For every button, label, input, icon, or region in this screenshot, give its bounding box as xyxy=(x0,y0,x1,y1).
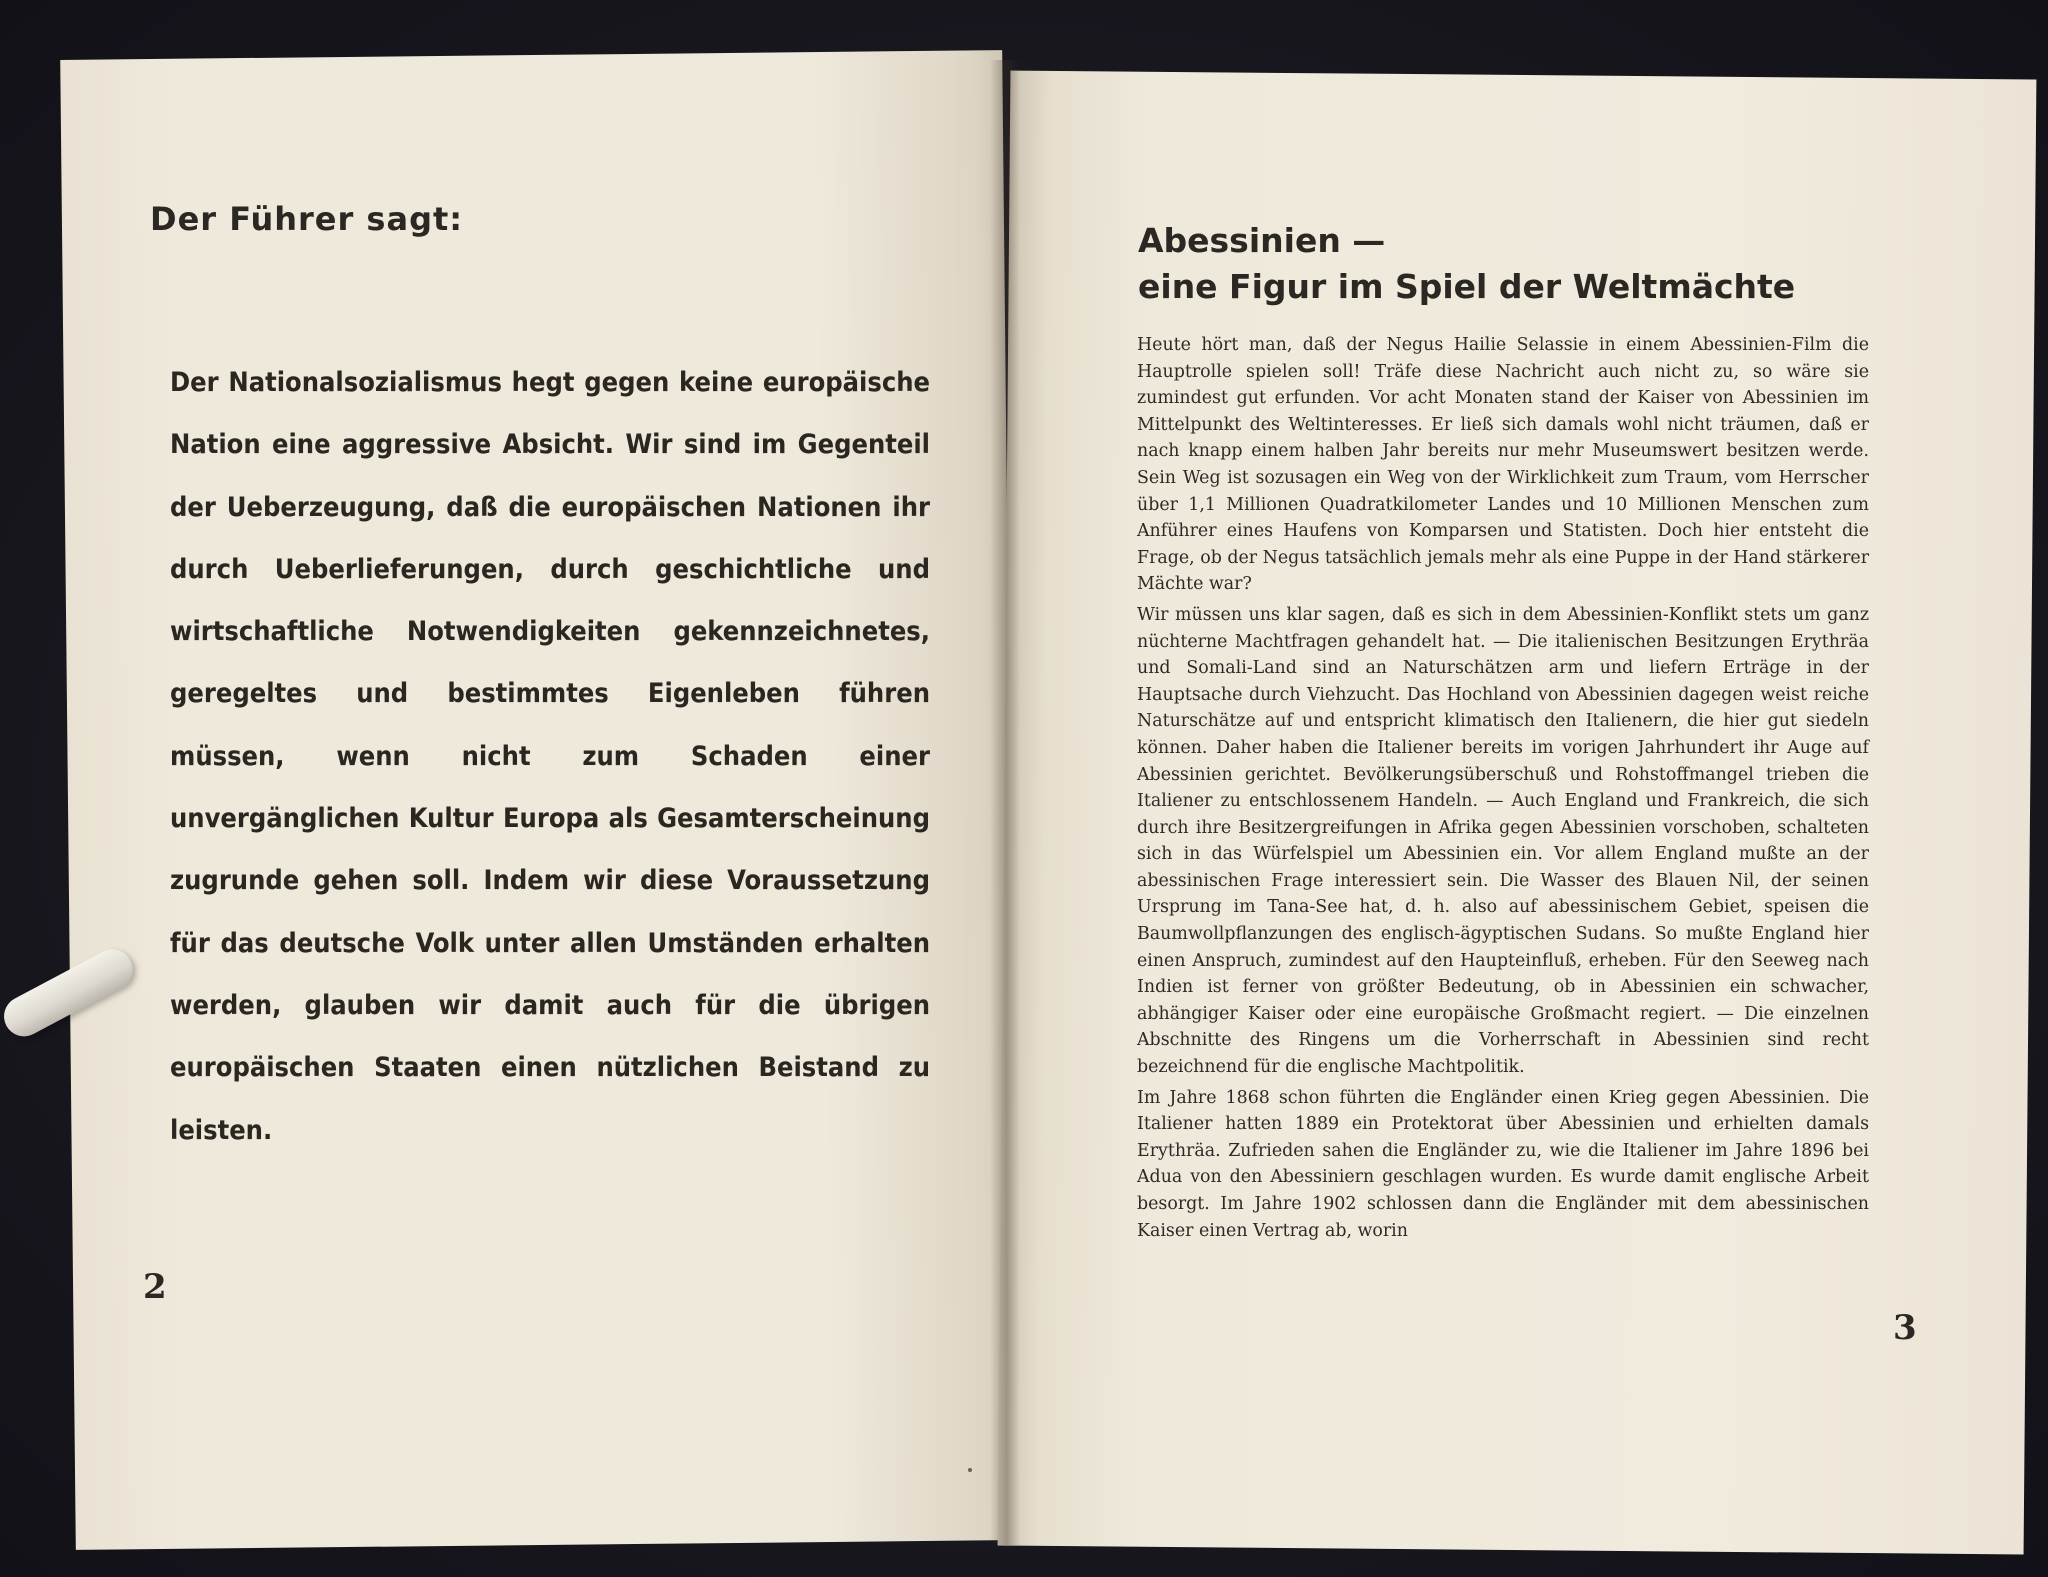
article-body xyxy=(1137,332,1869,1248)
article-paragraph: Wir müssen uns klar sagen, daß es sich in dem Abessinien-Konflikt stets um ganz nüchterne Machtfragen gehandelt hat. — Die italienischen Besitzungen Erythräa und Somali-Land sind an Naturschätzen arm und liefern Erträge in der Hauptsache durch Viehzucht. Das Hochland von Abessinien dagegen weist reiche Naturschätze auf und entspricht klimatisch den Italienern, die hier gut siedeln können. Daher haben die Italiener bereits im vorigen Jahrhundert ihr Auge auf Abessinien gerichtet. Bevölkerungsüberschuß und Rohstoffmangel trieben die Italiener zu entschlossenem Handeln. — Auch England und Frankreich, die sich durch ihre Besitzergreifungen in Afrika gegen Abessinien vorschoben, schalteten sich in das Würfelspiel um Abessinien ein. Vor allem England mußte an der abessinischen Frage interessiert sein. Die Wasser des Blauen Nil, der seinen Ursprung im Tana-See hat, d. h. also auf abessinischem Gebiet, speisen die Baumwollpflanzungen des englisch-ägyptischen Sudans. So mußte England hier einen Anspruch, zumindest auf den Haupteinfluß, erheben. Für den Seeweg nach Indien ist ferner von größter Bedeutung, ob in Abessinien ein schwacher, abhängiger Kaiser oder eine europäische Großmacht regiert. — Die einzelnen Abschnitte des Ringens um die Vorherrschaft in Abessinien sind recht bezeichnend für die englische Machtpolitik. xyxy=(1137,604,1869,1078)
article-heading xyxy=(1138,218,1795,310)
article-paragraph: Heute hört man, daß der Negus Hailie Selassie in einem Abessinien-Film die Hauptrolle spielen soll! Träfe diese Nachricht auch nicht zu, so wäre sie zumindest gut erfunden. Vor acht Monaten stand der Kaiser von Abessinien im Mittelpunkt des Weltinteresses. Er ließ sich damals wohl nicht träumen, daß er nach knapp einem halben Jahr bereits nur mehr Museumswert besitzen werde. Sein Weg ist sozusagen ein Weg von der Wirklichkeit zum Traum, vom Herrscher über 1,1 Millionen Quadratkilometer Landes und 10 Millionen Menschen zum Anführer eines Haufens von Komparsen und Statisten. Doch hier entsteht die Frage, ob der Negus tatsächlich jemals mehr als eine Puppe in der Hand stärkerer Mächte war? xyxy=(1137,335,1870,595)
page-number-right: 3 xyxy=(1893,1308,1917,1348)
left-page-heading: Der Führer sagt: xyxy=(150,200,464,238)
book-gutter xyxy=(990,60,1020,1545)
article-heading-line1: Abessinien — xyxy=(1138,221,1386,260)
article-heading-line2: eine Figur im Spiel der Weltmächte xyxy=(1138,267,1796,306)
article-paragraph: Im Jahre 1868 schon führten die Engländer einen Krieg gegen Abessinien. Die Italiener hatten 1889 ein Protektorat über Abessinien und erhielten damals Erythräa. Zufrieden sahen die Engländer zu, wie die Italiener im Jahre 1896 bei Adua von den Abessiniern geschlagen wurden. Es wurde damit englische Arbeit besorgt. Im Jahre 1902 schlossen dann die Engländer mit dem abessinischen Kaiser einen Vertrag ab, worin xyxy=(1137,1087,1869,1241)
fuehrer-quote: Der Nationalsozialismus hegt gegen keine europäische Nation eine aggressive Absicht. Wir sind im Gegenteil der Ueberzeugung, daß die europäischen Nationen ihr durch Ueberlieferungen, durch geschichtliche und wirtschaftliche Notwendigkeiten gekennzeichnetes, geregeltes und bestimmtes Eigenleben führen müssen, wenn nicht zum Schaden einer unvergänglichen Kultur Europa als Gesamterscheinung zugrunde gehen soll. Indem wir diese Voraussetzung für das deutsche Volk unter allen Umständen erhalten werden, glauben wir damit auch für die übrigen europäischen Staaten einen nützlichen Beistand zu leisten. xyxy=(170,367,930,1146)
page-number-left: 2 xyxy=(143,1267,167,1307)
paper-speck xyxy=(968,1468,972,1472)
